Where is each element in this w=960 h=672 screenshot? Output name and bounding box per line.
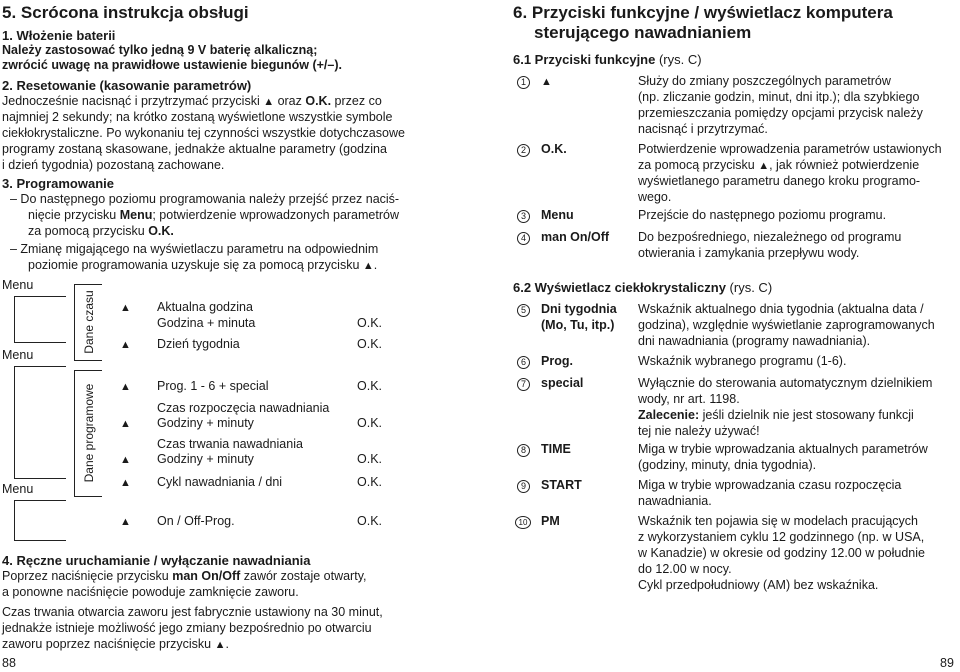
description: nawadniania. (638, 494, 712, 508)
description: wyświetlanego parametru danego kroku programo- (638, 174, 921, 188)
group-bracket (74, 370, 75, 496)
flow-line (14, 296, 15, 342)
display-label: Dni tygodnia (541, 302, 617, 316)
up-triangle-icon: ▲ (120, 339, 131, 351)
row-label: Godziny + minuty (157, 416, 254, 430)
ok-label: O.K. (357, 337, 383, 351)
callout-number: 3 (517, 208, 530, 224)
section-6-1-heading: 6.1 Przyciski funkcyjne (rys. C) (513, 52, 702, 67)
section-2-line: programy zostaną skasowane, jednakże aktualne parametry (godzina (2, 142, 387, 156)
description: wody, nr art. 1198. (638, 392, 740, 406)
ok-label: O.K. (357, 475, 383, 489)
up-triangle-icon: ▲ (263, 96, 275, 108)
display-label: START (541, 478, 582, 492)
key-label: O.K. (541, 142, 567, 156)
section-2-line: Jednocześnie nacisnąć i przytrzymać przyciski ▲ oraz O.K. przez co (2, 94, 382, 108)
ok-label: O.K. (357, 514, 383, 528)
up-triangle-icon: ▲ (120, 477, 131, 489)
up-triangle-icon: ▲ (214, 639, 226, 651)
description: Wskaźnik wybranego programu (1-6). (638, 354, 847, 368)
description: Zalecenie: jeśli dzielnik nie jest stosowany funkcji (638, 408, 914, 422)
right-page-title: 6. Przyciski funkcyjne / wyświetlacz komputera (513, 3, 893, 22)
description: z wykorzystaniem cyklu 12 godzinnego (np. w USA, (638, 530, 925, 544)
callout-number: 7 (517, 376, 530, 392)
ok-label: O.K. (357, 379, 383, 393)
page-number-right: 89 (940, 656, 954, 670)
callout-number: 9 (517, 478, 530, 494)
menu-label: Menu (2, 482, 34, 496)
description: otwierania i zamykania przepływu wody. (638, 246, 860, 260)
description: (godziny, minuty, dnia tygodnia). (638, 458, 817, 472)
page-number-left: 88 (2, 656, 16, 670)
description: do 12.00 w nocy. (638, 562, 732, 576)
description: tej nie należy używać! (638, 424, 760, 438)
callout-number: 6 (517, 354, 530, 370)
row-label: Czas trwania nawadniania (157, 437, 303, 451)
section-4-line: jednakże istnieje możliwość jego zmiany bezpośrednio po otwarciu (2, 621, 372, 635)
description: Wyłącznie do sterowania automatycznym dzielnikiem (638, 376, 933, 390)
menu-label: Menu (2, 278, 34, 292)
section-1-line: zwrócić uwagę na prawidłowe ustawienie biegunów (+/–). (2, 58, 342, 72)
flow-line (14, 478, 66, 479)
flow-line (14, 366, 15, 478)
description: wego. (638, 190, 672, 204)
flow-line (14, 296, 66, 297)
description: za pomocą przycisku ▲, jak również potwierdzenie (638, 158, 920, 172)
callout-number: 1 (517, 74, 530, 90)
up-triangle-icon: ▲ (120, 516, 131, 528)
up-triangle-icon: ▲ (120, 418, 131, 430)
display-label: special (541, 376, 584, 390)
callout-number: 8 (517, 442, 530, 458)
description: w Kanadzie) w okresie od godziny 12.00 w południe (638, 546, 925, 560)
row-label: Cykl nawadniania / dni (157, 475, 283, 489)
description: dni nawadniania (programy nawadniania). (638, 334, 871, 348)
display-label: (Mo, Tu, itp.) (541, 318, 615, 332)
display-label: Prog. (541, 354, 573, 368)
group-label-time: Dane czasu (82, 290, 96, 354)
flow-line (14, 342, 66, 343)
row-label: On / Off-Prog. (157, 514, 235, 528)
row-label: Godzina + minuta (157, 316, 256, 330)
description: Potwierdzenie wprowadzenia parametrów ustawionych (638, 142, 942, 156)
row-label: Prog. 1 - 6 + special (157, 379, 269, 393)
description: Służy do zmiany poszczególnych parametrów (638, 74, 891, 88)
description: nacisnąć i przytrzymać. (638, 122, 768, 136)
callout-number: 2 (517, 142, 530, 158)
description: przemieszczania pomiędzy opcjami przycisk należy (638, 106, 923, 120)
description: Wskaźnik aktualnego dnia tygodnia (aktualna data / (638, 302, 924, 316)
section-2-line: najmniej 2 sekundy; na krótko zostaną wyświetlone wszystkie symbole (2, 110, 393, 124)
description: Przejście do następnego poziomu programu. (638, 208, 887, 222)
callout-number: 10 (515, 514, 531, 530)
up-triangle-icon: ▲ (758, 160, 770, 172)
row-label: Czas rozpoczęcia nawadniania (157, 401, 330, 415)
description: Wskaźnik ten pojawia się w modelach pracujących (638, 514, 918, 528)
description: (np. zliczanie godzin, minut, dni itp.); dla szybkiego (638, 90, 920, 104)
section-1-line: Należy zastosować tylko jedną 9 V baterię alkaliczną; (2, 43, 318, 57)
section-4-line: Czas trwania otwarcia zaworu jest fabrycznie ustawiony na 30 minut, (2, 605, 383, 619)
section-4-line: Poprzez naciśnięcie przycisku man On/Off zawór zostaje otwarty, (2, 569, 367, 583)
section-6-2-heading: 6.2 Wyświetlacz ciekłokrystaliczny (rys. C) (513, 280, 773, 295)
description: godzina), względnie wyświetlanie zaprogramowanych (638, 318, 935, 332)
section-3-line: – Do następnego poziomu programowania należy przejść przez naciś- (10, 192, 400, 206)
section-2-line: ciekłokrystaliczne. Po wykonaniu tej czynności wszystkie dotychczasowe (2, 126, 405, 140)
up-triangle-icon: ▲ (362, 260, 374, 272)
section-3-line: poziomie programowania uzyskuje się za pomocą przycisku ▲. (28, 258, 378, 272)
description: Do bezpośredniego, niezależnego od programu (638, 230, 902, 244)
section-1-heading: 1. Włożenie baterii (2, 28, 116, 43)
up-triangle-icon: ▲ (120, 381, 131, 393)
section-2-line: i dzień tygodnia) pozostaną zachowane. (2, 158, 225, 172)
group-bracket (74, 370, 102, 371)
flow-line (14, 500, 15, 540)
group-bracket (74, 496, 102, 497)
menu-label: Menu (2, 348, 34, 362)
section-3-line: za pomocą przycisku O.K. (28, 224, 174, 238)
left-page-title: 5. Scrócona instrukcja obsługi (2, 3, 249, 22)
row-label: Aktualna godzina (157, 300, 253, 314)
key-label: Menu (541, 208, 574, 222)
ok-label: O.K. (357, 416, 383, 430)
description: Cykl przedpołudniowy (AM) bez wskaźnika. (638, 578, 879, 592)
section-4-heading: 4. Ręczne uruchamianie / wyłączanie nawadniania (2, 553, 311, 568)
right-page-title: sterującego nawadnianiem (534, 23, 752, 42)
group-bracket (74, 284, 75, 360)
section-3-heading: 3. Programowanie (2, 176, 114, 191)
ok-label: O.K. (357, 316, 383, 330)
section-3-line: nięcie przycisku Menu; potwierdzenie wprowadzonych parametrów (28, 208, 399, 222)
section-3-line: – Zmianę migającego na wyświetlaczu parametru na odpowiednim (10, 242, 379, 256)
callout-number: 5 (517, 302, 530, 318)
up-triangle-icon: ▲ (120, 302, 131, 314)
display-label: TIME (541, 442, 571, 456)
flow-line (14, 500, 66, 501)
ok-label: O.K. (357, 452, 383, 466)
callout-number: 4 (517, 230, 530, 246)
description: Miga w trybie wprowadzania czasu rozpoczęcia (638, 478, 902, 492)
description: Miga w trybie wprowadzania aktualnych parametrów (638, 442, 928, 456)
row-label: Dzień tygodnia (157, 337, 240, 351)
up-triangle-icon: ▲ (120, 454, 131, 466)
section-2-heading: 2. Resetowanie (kasowanie parametrów) (2, 78, 252, 93)
flow-line (14, 366, 66, 367)
row-label: Godziny + minuty (157, 452, 254, 466)
group-label-program: Dane programowe (82, 383, 96, 483)
display-label: PM (541, 514, 560, 528)
key-label: man On/Off (541, 230, 610, 244)
flow-line (14, 540, 66, 541)
section-4-line: zaworu poprzez naciśnięcie przycisku ▲. (2, 637, 229, 651)
up-triangle-icon: ▲ (541, 76, 552, 88)
section-4-line: a ponowne naciśnięcie powoduje zamknięcie zaworu. (2, 585, 299, 599)
